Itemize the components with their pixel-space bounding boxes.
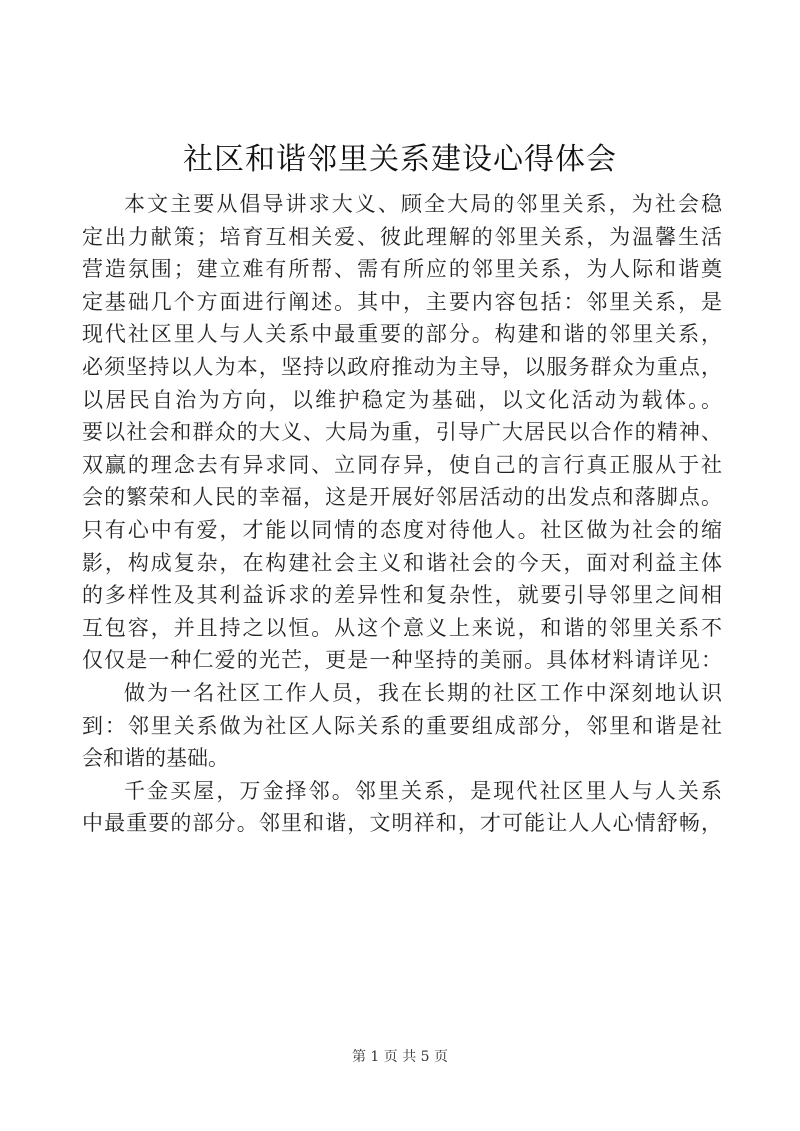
- text-line: 千金买屋，万金择邻。邻里关系，是现代社区里人与人关系: [124, 778, 722, 803]
- text-line: 的多样性及其利益诉求的差异性和复杂性，就要引导邻里之间相: [82, 583, 722, 608]
- text-line: 互包容，并且持之以恒。从这个意义上来说，和谐的邻里关系不: [82, 615, 722, 640]
- text-line: 本文主要从倡导讲求大义、顾全大局的邻里关系，为社会稳: [124, 192, 722, 216]
- text-line: 只有心中有爱，才能以同情的态度对待他人。社区做为社会的缩: [82, 517, 722, 542]
- document-title: 社区和谐邻里关系建设心得体会: [183, 142, 617, 177]
- text-line: 会和谐的基础。: [82, 746, 229, 771]
- document-body: [82, 188, 722, 840]
- paragraph: [82, 775, 722, 840]
- text-line: 现代社区里人与人关系中最重要的部分。构建和谐的邻里关系，: [82, 322, 722, 347]
- page-footer: 第 1 页 共 5 页: [351, 1049, 449, 1065]
- text-line: 做为一名社区工作人员，我在长期的社区工作中深刻地认识: [124, 680, 722, 705]
- paragraph: [82, 188, 722, 677]
- text-line: 定基础几个方面进行阐述。其中，主要内容包括：邻里关系，是: [82, 289, 722, 314]
- text-line: 中最重要的部分。邻里和谐，文明祥和，才可能让人人心情舒畅，: [82, 811, 722, 836]
- text-line: 必须坚持以人为本，坚持以政府推动为主导，以服务群众为重点，: [82, 354, 722, 379]
- text-line: 仅仅是一种仁爱的光芒，更是一种坚持的美丽。具体材料请详见：: [82, 648, 722, 673]
- text-line: 营造氛围；建立难有所帮、需有所应的邻里关系，为人际和谐奠: [82, 257, 722, 282]
- text-line: 影，构成复杂，在构建社会主义和谐社会的今天，面对利益主体: [82, 550, 722, 575]
- paragraph: [82, 677, 722, 775]
- text-line: 要以社会和群众的大义、大局为重，引导广大居民以合作的精神、: [82, 420, 722, 445]
- text-line: 会的繁荣和人民的幸福，这是开展好邻居活动的出发点和落脚点。: [82, 485, 722, 510]
- text-line: 定出力献策；培育互相关爱、彼此理解的邻里关系，为温馨生活: [82, 224, 722, 249]
- text-line: 双赢的理念去有异求同、立同存异，使自己的言行真正服从于社: [82, 452, 722, 477]
- text-line: 以居民自治为方向，以维护稳定为基础，以文化活动为载体。。: [82, 387, 722, 412]
- text-line: 到：邻里关系做为社区人际关系的重要组成部分，邻里和谐是社: [82, 713, 722, 738]
